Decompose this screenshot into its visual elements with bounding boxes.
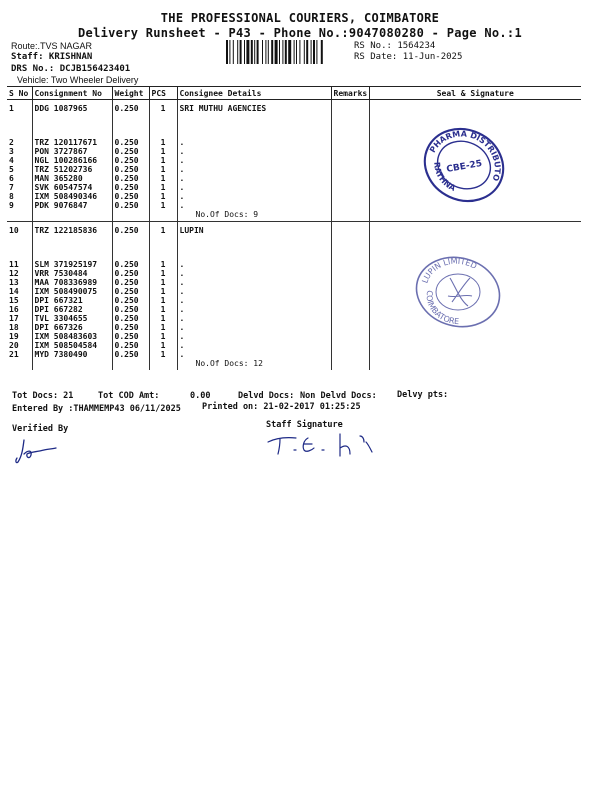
cell-remarks [331,269,369,278]
barcode-bar [271,40,273,64]
cell-weight: 0.250 [112,341,149,350]
cell-sno: 13 [7,278,32,287]
barcode-bar [254,40,255,64]
cell-sno: 7 [7,183,32,192]
col-seal-signature: Seal & Signature [369,87,581,100]
cell-sno: 8 [7,192,32,201]
cell-consignee: SRI MUTHU AGENCIES [177,100,331,139]
barcode-bar [268,40,269,64]
cell-weight: 0.250 [112,287,149,296]
barcode-bar [262,40,263,64]
cell-empty [7,359,32,370]
cell-consignment-no: PDK 9076847 [32,201,112,210]
route-label: Route:.TVS NAGAR [11,41,93,51]
cell-pcs: 1 [149,201,177,210]
cell-weight: 0.250 [112,222,149,261]
cell-consignee: . [177,156,331,165]
cell-consignment-no: DDG 1087965 [32,100,112,139]
barcode-bar [304,40,305,64]
cell-pcs: 1 [149,269,177,278]
cell-weight: 0.250 [112,350,149,359]
col-sno: S No [7,87,32,100]
cell-empty [149,359,177,370]
cell-consignee: . [177,201,331,210]
entered-by: Entered By :THAMMEMP43 06/11/2025 [12,404,181,414]
cell-pcs: 1 [149,156,177,165]
staff-signature-label: Staff Signature [266,420,343,430]
cell-remarks [331,287,369,296]
cell-sno: 4 [7,156,32,165]
barcode-bar [306,40,308,64]
cell-pcs: 1 [149,314,177,323]
lupin-seal-stamp [412,254,504,330]
cell-remarks [331,278,369,287]
delivery-points: Delvy pts: [397,390,449,400]
cell-consignment-no: DPI 667321 [32,296,112,305]
cell-weight: 0.250 [112,260,149,269]
cell-remarks [331,165,369,174]
cell-pcs: 1 [149,305,177,314]
cell-remarks [331,260,369,269]
cell-pcs: 1 [149,341,177,350]
non-delivered-docs: Non Delvd Docs: [300,391,377,401]
cell-consignee: . [177,332,331,341]
cell-empty [7,210,32,222]
cell-weight: 0.250 [112,296,149,305]
rs-date: RS Date: 11-Jun-2025 [354,52,463,62]
staff-label: Staff: KRISHNAN [11,52,93,62]
cell-remarks [331,341,369,350]
cell-weight: 0.250 [112,278,149,287]
barcode-bar [313,40,315,64]
cell-sno: 11 [7,260,32,269]
cell-remarks [331,156,369,165]
cell-consignment-no: MYD 7380490 [32,350,112,359]
cell-sno: 9 [7,201,32,210]
barcode-bar [251,40,253,64]
cell-consignment-no: DPI 667326 [32,323,112,332]
cell-consignment-no: TRZ 120117671 [32,138,112,147]
vehicle-label: Vehicle: Two Wheeler Delivery [17,75,139,85]
cell-pcs: 1 [149,332,177,341]
cell-consignee: . [177,287,331,296]
cell-remarks [331,201,369,210]
total-cod-label: Tot COD Amt: [98,391,160,401]
barcode-bar [311,40,312,64]
cell-consignment-no: VRR 7530484 [32,269,112,278]
barcode-bar [288,40,291,64]
cell-consignment-no: IXM 508483603 [32,332,112,341]
cell-weight: 0.250 [112,156,149,165]
cell-consignee: . [177,341,331,350]
no-of-docs: No.Of Docs: 12 [177,359,331,370]
cell-sno: 17 [7,314,32,323]
cell-sno: 6 [7,174,32,183]
barcode-bar [275,40,278,64]
cell-sno: 1 [7,100,32,139]
cell-consignee: . [177,323,331,332]
cell-pcs: 1 [149,278,177,287]
cell-remarks [331,147,369,156]
cell-empty [331,359,369,370]
cell-empty [32,210,112,222]
group-summary-row [7,210,581,222]
cell-consignee: . [177,269,331,278]
cell-consignee: . [177,183,331,192]
cell-consignee: . [177,138,331,147]
cell-pcs: 1 [149,222,177,261]
cell-pcs: 1 [149,350,177,359]
barcode-bar [294,40,295,64]
table-row [7,332,581,341]
cell-seal-signature [369,350,581,359]
cell-pcs: 1 [149,296,177,305]
drs-number: DRS No.: DCJB156423401 [11,64,131,74]
cell-sno: 20 [7,341,32,350]
col-consignment: Consignment No [32,87,112,100]
cell-sno: 15 [7,296,32,305]
cell-consignee: . [177,296,331,305]
barcode-bar [246,40,249,64]
barcode-bar [257,40,259,64]
company-title: THE PROFESSIONAL COURIERS, COIMBATORE [160,11,440,25]
cell-remarks [331,296,369,305]
barcode-bar [282,40,283,64]
delivered-docs: Delvd Docs: [238,391,295,401]
cell-consignee: . [177,165,331,174]
group-summary-row [7,359,581,370]
cell-sno: 16 [7,305,32,314]
barcode-bar [299,40,300,64]
barcode-bar [285,40,287,64]
cell-consignment-no: MAN 365280 [32,174,112,183]
cell-consignment-no: SLM 371925197 [32,260,112,269]
barcode-bar [233,40,234,64]
total-cod-value: 0.00 [190,391,211,401]
cell-weight: 0.250 [112,305,149,314]
cell-remarks [331,323,369,332]
cell-weight: 0.250 [112,183,149,192]
cell-pcs: 1 [149,147,177,156]
printed-on: Printed on: 21-02-2017 01:25:25 [202,402,361,412]
cell-consignment-no: IXM 508504584 [32,341,112,350]
barcode-bar [244,40,245,64]
cell-empty [32,359,112,370]
stamp1-center-text: CBE-25 [445,158,483,176]
cell-sno: 21 [7,350,32,359]
cell-consignee: . [177,260,331,269]
col-weight: Weight [112,87,149,100]
cell-remarks [331,222,369,261]
cell-consignment-no: PON 3727867 [32,147,112,156]
cell-consignee: . [177,147,331,156]
barcode-bar [321,40,323,64]
cell-remarks [331,332,369,341]
col-consignee: Consignee Details [177,87,331,100]
barcode-bar [226,40,228,64]
stamp1-top-text: PHARMA DISTRIBUTORS [427,129,502,183]
cell-weight: 0.250 [112,201,149,210]
verifier-signature-icon [14,436,62,466]
cell-sno: 10 [7,222,32,261]
cell-sno: 19 [7,332,32,341]
total-docs: Tot Docs: 21 [12,391,74,401]
barcode-bar [240,40,242,64]
cell-pcs: 1 [149,183,177,192]
barcode-bar [279,40,280,64]
cell-sno: 3 [7,147,32,156]
cell-sno: 2 [7,138,32,147]
table-row [7,341,581,350]
cell-consignment-no: IXM 508490075 [32,287,112,296]
cell-consignment-no: TRZ 51202736 [32,165,112,174]
no-of-docs: No.Of Docs: 9 [177,210,331,222]
verified-by-label: Verified By [12,424,69,434]
distributor-seal-stamp [420,125,508,203]
col-pcs: PCS [149,87,177,100]
cell-remarks [331,174,369,183]
barcode-bar [265,40,266,64]
cell-pcs: 1 [149,174,177,183]
cell-remarks [331,138,369,147]
stamp1-bottom-text: RATHNA [432,161,457,193]
cell-pcs: 1 [149,287,177,296]
barcode-bar [296,40,297,64]
stamp2-bottom-text: COIMBATORE [424,289,460,327]
cell-weight: 0.250 [112,165,149,174]
cell-remarks [331,183,369,192]
cell-empty [369,359,581,370]
cell-consignment-no: TRZ 122185836 [32,222,112,261]
table-row [7,350,581,359]
cell-consignee: LUPIN [177,222,331,261]
cell-pcs: 1 [149,260,177,269]
cell-consignee: . [177,305,331,314]
cell-remarks [331,100,369,139]
rs-number: RS No.: 1564234 [354,41,436,51]
barcode-bar [229,40,230,64]
stamp2-top-text: LUPIN LIMITED [420,256,479,285]
cell-consignee: . [177,314,331,323]
cell-consignment-no: SVK 60547574 [32,183,112,192]
cell-empty [331,210,369,222]
cell-empty [112,210,149,222]
runsheet-subtitle: Delivery Runsheet - P43 - Phone No.:9047080280 - Page No.:1 [78,26,522,40]
cell-weight: 0.250 [112,138,149,147]
cell-consignment-no: NGL 100286166 [32,156,112,165]
cell-remarks [331,192,369,201]
col-remarks: Remarks [331,87,369,100]
cell-weight: 0.250 [112,269,149,278]
svg-text:PHARMA DISTRIBUTORS [420,125,508,184]
cell-weight: 0.250 [112,192,149,201]
cell-pcs: 1 [149,138,177,147]
barcode-bar [316,40,317,64]
cell-remarks [331,314,369,323]
cell-consignee: . [177,350,331,359]
barcode-bar [237,40,238,64]
stamp2-scribble-icon [448,278,472,306]
cell-empty [369,210,581,222]
staff-signature-icon [264,430,384,460]
cell-consignment-no: TVL 3304655 [32,314,112,323]
cell-consignee: . [177,192,331,201]
cell-weight: 0.250 [112,147,149,156]
cell-empty [112,359,149,370]
cell-pcs: 1 [149,323,177,332]
barcode [226,40,348,64]
cell-consignment-no: DPI 667282 [32,305,112,314]
cell-pcs: 1 [149,100,177,139]
cell-sno: 18 [7,323,32,332]
cell-remarks [331,305,369,314]
cell-pcs: 1 [149,165,177,174]
cell-pcs: 1 [149,192,177,201]
cell-weight: 0.250 [112,100,149,139]
cell-empty [149,210,177,222]
cell-consignee: . [177,174,331,183]
cell-weight: 0.250 [112,174,149,183]
cell-sno: 14 [7,287,32,296]
svg-text:LUPIN LIMITED [420,254,479,295]
cell-weight: 0.250 [112,332,149,341]
cell-sno: 12 [7,269,32,278]
cell-seal-signature [369,341,581,350]
cell-weight: 0.250 [112,314,149,323]
cell-consignment-no: IXM 508490346 [32,192,112,201]
cell-seal-signature [369,332,581,341]
cell-weight: 0.250 [112,323,149,332]
cell-remarks [331,350,369,359]
cell-consignee: . [177,278,331,287]
table-header-row [7,87,581,100]
cell-consignment-no: MAA 708336989 [32,278,112,287]
cell-sno: 5 [7,165,32,174]
